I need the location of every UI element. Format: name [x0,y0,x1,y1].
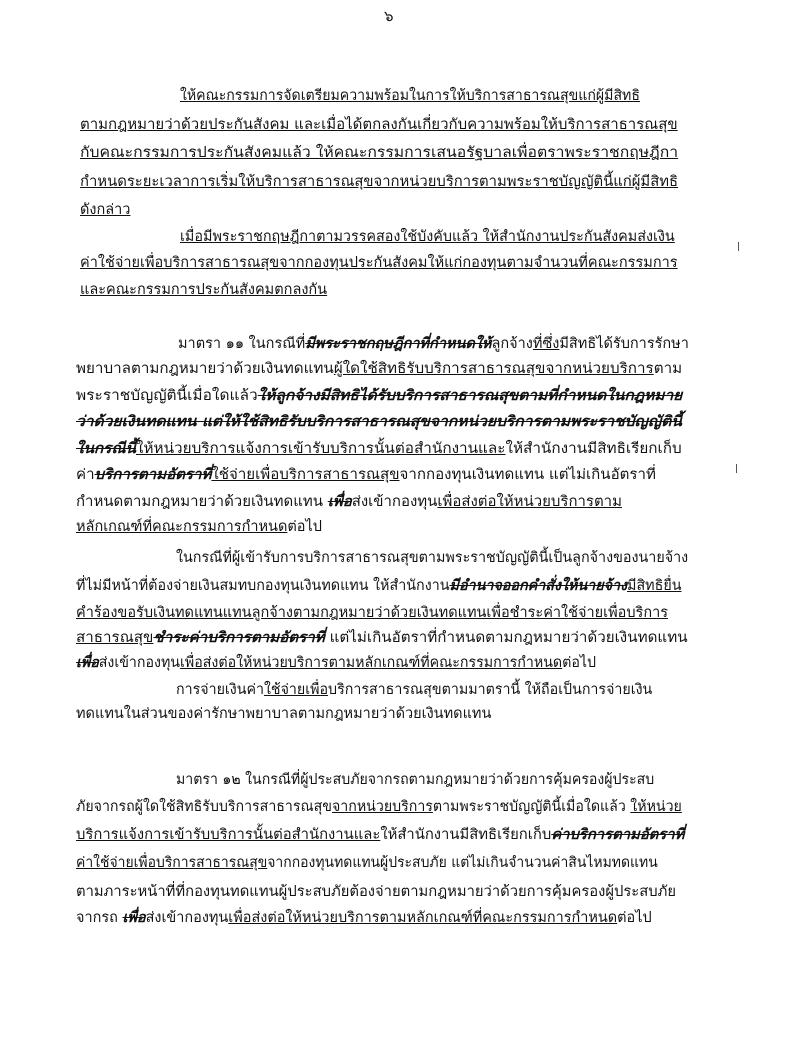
struck-text: ชำระค่าบริการตามอัตราที่ [153,629,325,646]
margin-mark [738,242,739,251]
section-a-line [180,227,675,247]
struck-text: บริการตามอัตราที่ [94,466,212,483]
text-run: ต่อไป [562,655,597,671]
text-run: มาตรา ๑๒ ในกรณีที่ผู้ประสบภัยจากรถตามกฎหมายว่าด้วยการคุ้มครองผู้ประสบ [176,772,655,788]
section-12-line [76,882,676,902]
text-run: พยาบาลตามกฎหมายว่าด้วยเงินทดแทน [76,361,334,377]
section-11-line [76,576,682,596]
text-run: ภัยจากรถผู้ใดใช้สิทธิรับบริการสาธารณสุข [76,799,332,815]
margin-mark [736,464,737,473]
section-12-line [76,853,658,873]
text-run: ลูกจ้าง [491,336,533,352]
section-11-line [76,465,656,485]
inserted-text: สาธารณสุข [76,630,154,646]
section-11-line [76,359,682,379]
text-run: มีสิทธิได้รับการรักษา [559,336,689,352]
text-run: บริการสาธารณสุขตามมาตรานี้ ให้ถือเป็นการจ่ายเงิน [328,682,653,698]
inserted-text: ดังกล่าว [80,202,131,218]
section-12-line [76,797,682,817]
text-run: ให้สำนักงานมีสิทธิเรียกเก็บ [380,827,552,843]
section-a-line [180,86,640,106]
text-run: พระราชบัญญัตินี้เมื่อใดแล้ว [76,388,258,404]
section-a-line [80,115,678,135]
text-run: ต่อไป [287,519,323,535]
text-run: ค่า [76,467,95,483]
inserted-text: ผู้ใดใช้สิทธิรับบริการสาธารณสุขจากหน่วยบริการ [333,361,654,377]
struck-text: ในกรณีนี้ [76,440,137,457]
inserted-text: กำหนดระยะเวลาการเริ่มให้บริการสาธารณสุขจากหน่วยบริการตามพระราชบัญญัตินี้แก่ผู้มีสิทธิ [80,174,679,190]
inserted-text: หลักเกณฑ์ที่คณะกรรมการกำหนด [76,519,288,535]
text-run: จากกองทุนเงินทดแทน แต่ไม่เกินอัตราที่ [399,467,656,483]
inserted-text: ตามกฎหมายว่าด้วยประกันสังคม และเมื่อได้ตกลงกันเกี่ยวกับความพร้อมให้บริการสาธารณสุข [80,117,678,133]
section-11-line [178,334,689,354]
inserted-text: ให้หน่วย [630,799,682,815]
struck-text: ค่าบริการตามอัตราที่ [551,826,685,843]
text-run: การจ่ายเงินค่า [176,682,264,698]
text-run: จากกองทุนทดแทนผู้ประสบภัย แต่ไม่เกินจำนวนค่าสินไหมทดแทน [267,855,658,871]
struck-text: เพื่อ [327,493,352,510]
inserted-text: ให้หน่วยบริการแจ้งการเข้ารับบริการนั้นต่อสำนักงานและ [136,441,506,457]
text-run: ต่อไป [617,910,652,926]
section-11-line [76,653,596,673]
section-11-line [76,386,682,406]
inserted-text: เพื่อส่งต่อให้หน่วยบริการตามหลักเกณฑ์ที่คณะกรรมการกำหนด [228,910,618,926]
text-run: ให้สำนักงานมีสิทธิเรียกเก็บ [505,441,682,457]
text-run: ส่งเข้ากองทุน [351,494,438,510]
text-run: กำหนดตามกฎหมายว่าด้วยเงินทดแทน [76,494,328,510]
text-run: มาตรา ๑๑ ในกรณีที่ [178,336,306,352]
struck-text: มีอำนาจออกคำสั่งให้นายจ้าง [449,577,628,594]
text-run: จากรถ [76,910,123,926]
text-run: ส่งเข้ากองทุน [98,655,181,671]
text-run: ทดแทนในส่วนของค่ารักษาพยาบาลตามกฎหมายว่าด้วยเงินทดแทน [76,706,492,722]
inserted-text: และคณะกรรมการประกันสังคมตกลงกัน [80,282,328,298]
section-11-line [76,412,682,432]
section-12-line [76,825,684,845]
text-run: ที่ไม่มีหน้าที่ต้องจ่ายเงินสมทบกองทุนเงินทดแทน ให้สำนักงาน [76,578,450,594]
inserted-text: เมื่อมีพระราชกฤษฎีกาตามวรรคสองใช้บังคับแล้ว ให้สำนักงานประกันสังคมส่งเงิน [180,229,675,245]
struck-text: ว่าด้วยเงินทดแทน แต่ให้ใช้สิทธิรับบริการสาธารณสุขจากหน่วยบริการตามพระราชบัญญัตินี้ [76,413,682,430]
inserted-text: ค่าใช้จ่ายเพื่อบริการสาธารณสุข [76,855,268,871]
section-11-line [76,492,622,512]
section-a-line [80,253,678,273]
inserted-text: ให้คณะกรรมการจัดเตรียมความพร้อมในการให้บริการสาธารณสุขแก่ผู้มีสิทธิ [180,88,640,104]
inserted-text: ค่าใช้จ่ายเพื่อบริการสาธารณสุขจากกองทุนประกันสังคมให้แก่กองทุนตามจำนวนที่คณะกรรมการ [80,255,678,271]
inserted-text: กับคณะกรรมการประกันสังคมแล้ว ให้คณะกรรมการเสนอรัฐบาลเพื่อตราพระราชกฤษฎีกา [80,145,679,161]
section-11-line [76,603,668,623]
inserted-text: ที่ซึ่ง [532,336,560,352]
page-number: ๖ [384,7,394,25]
inserted-text: มีสิทธิยื่น [627,578,682,594]
inserted-text: ใช้จ่ายเพื่อ [263,682,329,698]
section-a-line [80,280,327,300]
text-run: ตามพระราชบัญญัตินี้เมื่อใดแล้ว [432,799,631,815]
inserted-text: บริการแจ้งการเข้ารับบริการนั้นต่อสำนักงานและ [76,827,381,843]
section-11-line [176,680,652,700]
text-run: แต่ไม่เกินอัตราที่กำหนดตามกฎหมายว่าด้วยเงินทดแทน [324,630,688,646]
text-run: ในกรณีที่ผู้เข้ารับการบริการสาธารณสุขตามพระราชบัญญัตินี้เป็นลูกจ้างของนายจ้าง [176,550,689,566]
struck-text: เพื่อ [76,654,99,671]
inserted-text: ใช้จ่ายเพื่อบริการสาธารณสุข [211,467,400,483]
section-a-line [80,172,678,192]
section-a-line [80,200,130,220]
section-11-line [76,628,688,648]
text-run: ตามภาระหน้าที่ที่กองทุนทดแทนผู้ประสบภัยต้องจ่ายตามกฎหมายว่าด้วยการคุ้มครองผู้ประสบภัย [76,884,677,900]
section-11-line [176,548,688,568]
struck-text: มีพระราชกฤษฎีกาที่กำหนดให้ [305,335,492,352]
section-a-line [80,143,678,163]
inserted-text: จากหน่วยบริการ [331,799,433,815]
inserted-text: เพื่อส่งต่อให้หน่วยบริการตาม [437,494,622,510]
section-11-line [76,439,682,459]
struck-text: เพื่อ [122,909,146,926]
struck-text: ให้ลูกจ้างมีสิทธิได้รับบริการสาธารณสุขตามที่กำหนดในกฎหมาย [257,387,683,404]
section-11-line [76,517,322,537]
section-12-line [176,770,654,790]
section-11-line [76,704,491,724]
inserted-text: คำร้องขอรับเงินทดแทนแทนลูกจ้างตามกฎหมายว่าด้วยเงินทดแทนเพื่อชำระค่าใช้จ่ายเพื่อบริการ [76,605,669,621]
text-run: ตาม [653,361,683,377]
inserted-text: เพื่อส่งต่อให้หน่วยบริการตามหลักเกณฑ์ที่คณะกรรมการกำหนด [180,655,563,671]
section-12-line [76,908,652,928]
text-run: ส่งเข้ากองทุน [145,910,229,926]
